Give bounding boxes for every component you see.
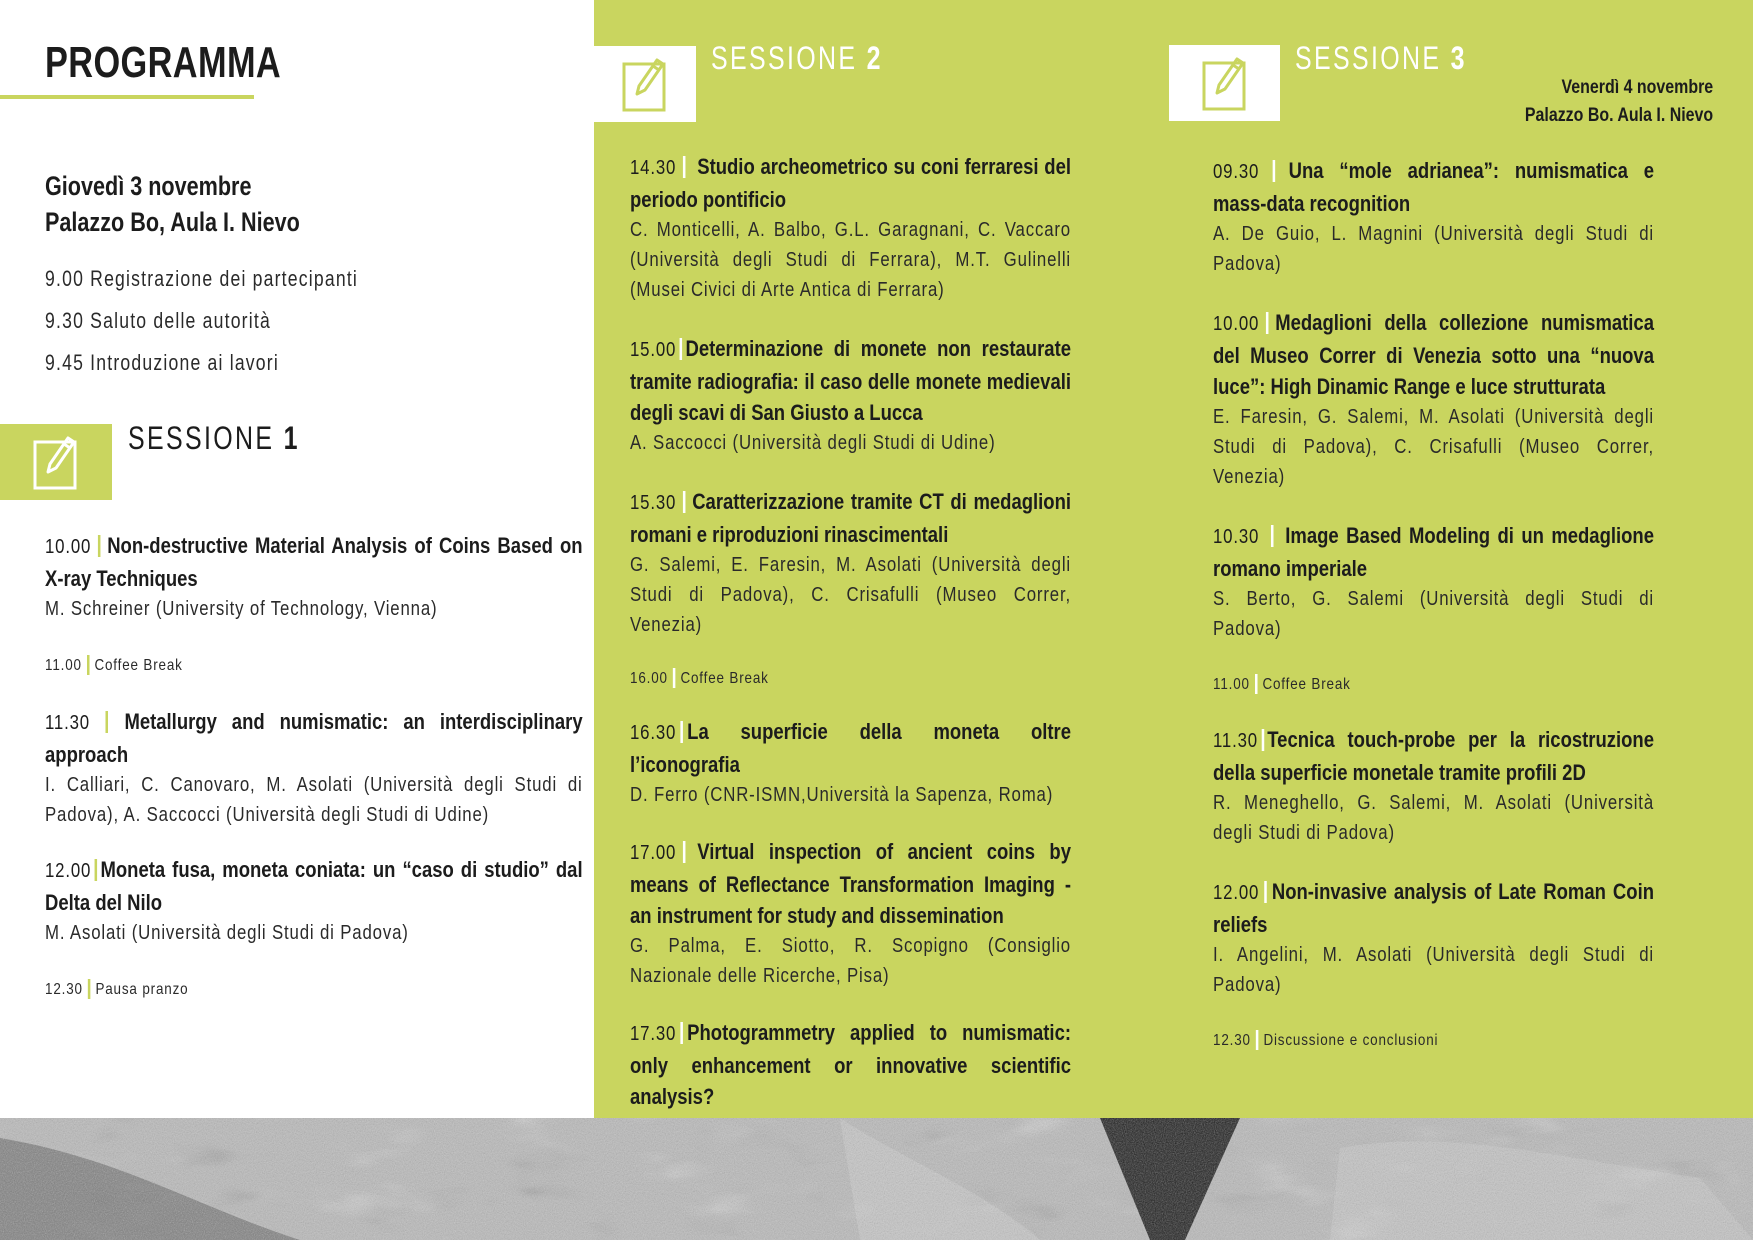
- edit-icon: [1201, 53, 1249, 113]
- talk-title: Caratterizzazione tramite CT di medaglioni romani e riproduzioni rinascimentali: [630, 489, 1071, 547]
- talk-authors: E. Faresin, G. Salemi, M. Asolati (Università degli Studi di Padova), C. Crisafulli (Museo Correr, Venezia): [1213, 406, 1654, 488]
- talk: 14.30 Studio archeometrico su coni ferraresi del periodo pontificio C. Monticelli, A. Balbo, G.L. Garagnani, C. Vaccaro (Università degli Studi di Ferrara), M.T. Gulinelli (Musei Civici di Arte Antica di Ferrara): [630, 151, 1071, 305]
- opening-item: 9.30 Saluto delle autorità: [45, 308, 271, 333]
- break-item: 11.00 Coffee Break: [1213, 676, 1351, 693]
- opening-item: 9.00 Registrazione dei partecipanti: [45, 266, 359, 291]
- opening-list: [45, 258, 465, 384]
- talk-authors: C. Monticelli, A. Balbo, G.L. Garagnani, C. Vaccaro (Università degli Studi di Ferrara), M.T. Gulinelli (Musei Civici di Arte Antica di Ferrara): [630, 219, 1071, 301]
- talk-authors: R. Meneghello, G. Salemi, M. Asolati (Università degli Studi di Padova): [1213, 792, 1654, 844]
- talk-authors: S. Berto, G. Salemi (Università degli Studi di Padova): [1213, 588, 1654, 640]
- talk: 12.00 Non-invasive analysis of Late Roman Coin reliefs I. Angelini, M. Asolati (Università degli Studi di Padova): [1213, 876, 1654, 1000]
- session-1-title: SESSIONE 1: [128, 420, 298, 456]
- talk-title: Moneta fusa, moneta coniata: un “caso di studio” dal Delta del Nilo: [45, 857, 583, 915]
- talk: 11.30 Tecnica touch-probe per la ricostruzione della superficie monetale tramite profili 2D R. Meneghello, G. Salemi, M. Asolati (Università degli Studi di Padova): [1213, 724, 1654, 848]
- session-3-day: [1525, 74, 1713, 130]
- talk-title: Non-destructive Material Analysis of Coins Based on X-ray Techniques: [45, 533, 583, 591]
- talk-title: Tecnica touch-probe per la ricostruzione della superficie monetale tramite profili 2D: [1213, 727, 1654, 785]
- talk: 11.30 Metallurgy and numismatic: an interdisciplinary approach I. Calliari, C. Canovaro, M. Asolati (Università degli Studi di Padova), A. Saccocci (Università degli Studi di Udine): [45, 706, 583, 830]
- talk-title: Image Based Modeling di un medaglione romano imperiale: [1213, 523, 1654, 581]
- talk: 10.30 Image Based Modeling di un medaglione romano imperiale S. Berto, G. Salemi (Università degli Studi di Padova): [1213, 520, 1654, 644]
- talk-title: Photogrammetry applied to numismatic: only enhancement or innovative scientific analysis?: [630, 1020, 1071, 1109]
- talk-authors: M. Asolati (Università degli Studi di Padova): [45, 922, 409, 944]
- break-item: 12.30 Pausa pranzo: [45, 981, 189, 998]
- session-3-title: SESSIONE 3: [1295, 40, 1465, 76]
- talk: 16.30 La superficie della moneta oltre l’iconografia D. Ferro (CNR-ISMN,Università la Sapenza, Roma): [630, 716, 1071, 810]
- talk-authors: I. Angelini, M. Asolati (Università degli Studi di Padova): [1213, 944, 1654, 996]
- day-date: Giovedì 3 novembre: [45, 171, 252, 201]
- coin-photo-strip: [0, 1118, 1753, 1240]
- session-2-title: SESSIONE 2: [711, 40, 881, 76]
- break-item: 16.00 Coffee Break: [630, 670, 769, 687]
- talk: 12.00 Moneta fusa, moneta coniata: un “caso di studio” dal Delta del Nilo M. Asolati (Università degli Studi di Padova): [45, 854, 583, 948]
- session-2-list: [630, 151, 1071, 1226]
- talk-title: Virtual inspection of ancient coins by means of Reflectance Transformation Imaging - an instrument for study and dissemination: [630, 839, 1071, 928]
- talk-authors: M. Schreiner (University of Technology, Vienna): [45, 598, 438, 620]
- break-item: 11.00 Coffee Break: [45, 657, 183, 674]
- talk-title: Non-invasive analysis of Late Roman Coin reliefs: [1213, 879, 1654, 937]
- edit-icon: [32, 432, 80, 492]
- session-3-venue: Palazzo Bo. Aula I. Nievo: [1524, 105, 1713, 126]
- session-3-badge: [1169, 45, 1280, 121]
- opening-item: 9.45 Introduzione ai lavori: [45, 350, 279, 375]
- session-2-badge: [594, 46, 696, 122]
- talk-title: Determinazione di monete non restaurate tramite radiografia: il caso delle monete medievali degli scavi di San Giusto a Lucca: [630, 336, 1071, 425]
- closing-item: 12.30 Discussione e conclusioni: [1213, 1032, 1439, 1049]
- green-panel: [594, 0, 1753, 1118]
- talk-authors: I. Calliari, C. Canovaro, M. Asolati (Università degli Studi di Padova), A. Saccocci (Università degli Studi di Udine): [45, 774, 583, 826]
- edit-icon: [621, 54, 669, 114]
- talk-authors: G. Palma, E. Siotto, R. Scopigno (Consiglio Nazionale delle Ricerche, Pisa): [630, 935, 1071, 987]
- talk: 17.00 Virtual inspection of ancient coins by means of Reflectance Transformation Imaging - an instrument for study and dissemination G. Palma, E. Siotto, R. Scopigno (Consiglio Nazionale delle Ricerche, Pisa): [630, 836, 1071, 991]
- day-heading: [45, 168, 381, 240]
- session-3-list: [1213, 155, 1654, 1052]
- talk: 10.00 Medaglioni della collezione numismatica del Museo Correr di Venezia sotto una “nuova luce”: High Dinamic Range e luce strutturata E. Faresin, G. Salemi, M. Asolati (Università degli Studi di Padova), C. Crisafulli (Museo Correr, Venezia): [1213, 307, 1654, 492]
- talk-authors: A. De Guio, L. Magnini (Università degli Studi di Padova): [1213, 223, 1654, 275]
- day-venue: Palazzo Bo, Aula I. Nievo: [45, 207, 300, 237]
- talk-authors: G. Salemi, E. Faresin, M. Asolati (Università degli Studi di Padova), C. Crisafulli (Museo Correr, Venezia): [630, 554, 1071, 636]
- session-1-badge: [0, 424, 112, 500]
- talk-title: Metallurgy and numismatic: an interdisciplinary approach: [45, 709, 583, 767]
- coin-texture-image: [0, 1118, 1753, 1240]
- talk: 15.30 Caratterizzazione tramite CT di medaglioni romani e riproduzioni rinascimentali G. Salemi, E. Faresin, M. Asolati (Università degli Studi di Padova), C. Crisafulli (Museo Correr, Venezia): [630, 486, 1071, 640]
- talk-title: La superficie della moneta oltre l’iconografia: [630, 719, 1071, 777]
- talk: 09.30 Una “mole adrianea”: numismatica e mass-data recognition A. De Guio, L. Magnini (Università degli Studi di Padova): [1213, 155, 1654, 279]
- talk: 10.00 Non-destructive Material Analysis of Coins Based on X-ray Techniques M. Schreiner (University of Technology, Vienna): [45, 530, 583, 624]
- talk: 17.30 Photogrammetry applied to numismatic: only enhancement or innovative scientific analysis?: [630, 1017, 1071, 1172]
- talk-title: Una “mole adrianea”: numismatica e mass-data recognition: [1213, 158, 1654, 216]
- talk: 15.00 Determinazione di monete non restaurate tramite radiografia: il caso delle monete medievali degli scavi di San Giusto a Lucca A. Saccocci (Università degli Studi di Udine): [630, 333, 1071, 458]
- talk-title: Studio archeometrico su coni ferraresi del periodo pontificio: [630, 154, 1071, 212]
- talk-authors: A. Saccocci (Università degli Studi di Udine): [630, 432, 996, 454]
- title-underline: [0, 95, 254, 99]
- page-title: PROGRAMMA: [45, 38, 282, 87]
- session-1-list: [45, 530, 583, 1001]
- session-3-date: Venerdì 4 novembre: [1561, 77, 1713, 98]
- talk-title: Medaglioni della collezione numismatica del Museo Correr di Venezia sotto una “nuova luce”: High Dinamic Range e luce strutturata: [1213, 310, 1654, 399]
- column-programma: [0, 0, 594, 1118]
- talk-authors: D. Ferro (CNR-ISMN,Università la Sapenza, Roma): [630, 784, 1054, 806]
